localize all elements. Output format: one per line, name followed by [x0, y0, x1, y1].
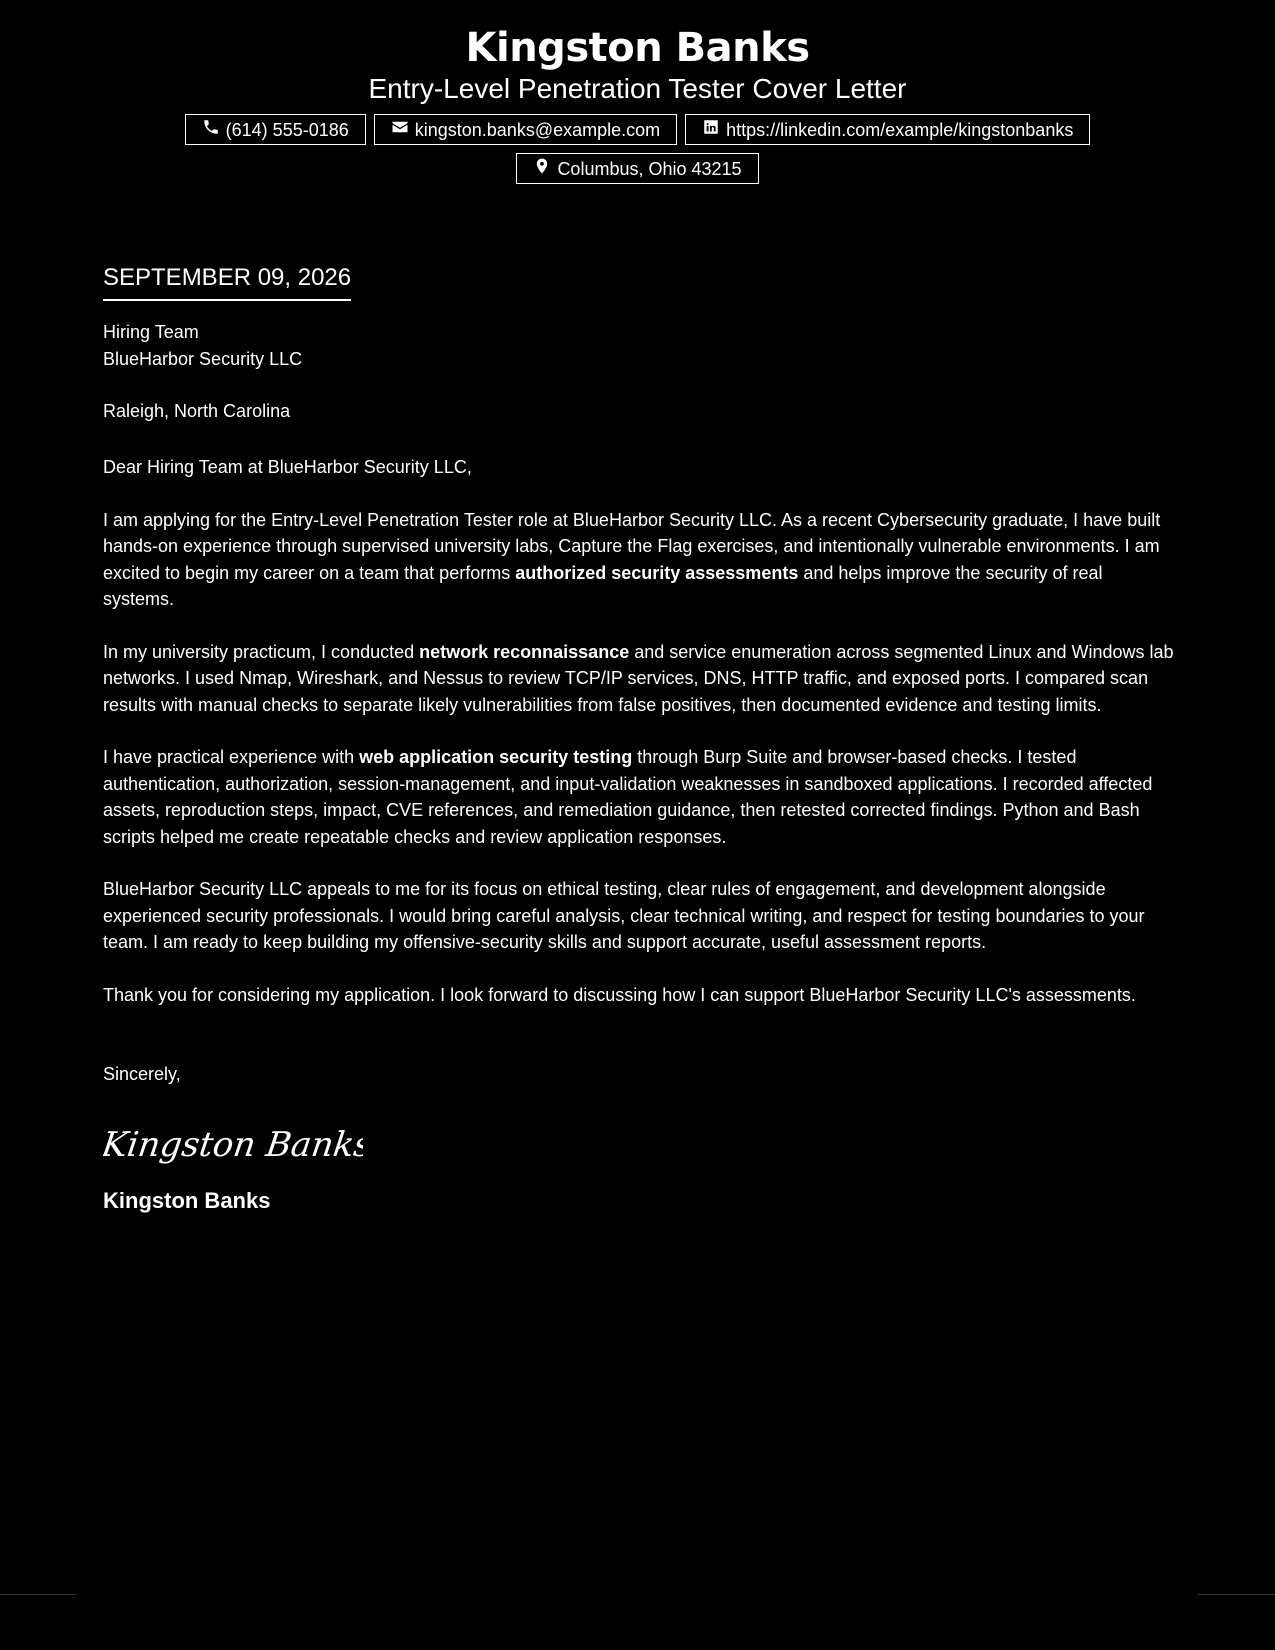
footer-rule-right [1197, 1594, 1275, 1595]
recipient-block [103, 319, 1175, 425]
paragraph-text: I am applying for the Entry-Level Penetration Tester role at BlueHarbor Security LLC. As a recent Cybersecurity graduate, I have built hands-on experience through supervised university labs, Capture the Flag exercises, and intentionally vulnerable environments. I am excited to begin my career on a team that performs [103, 509, 1161, 583]
contact-linkedin-text: https://linkedin.com/example/kingstonbanks [726, 119, 1074, 140]
body-paragraph [103, 982, 1175, 1009]
document-title: Entry-Level Penetration Tester Cover Letter [368, 73, 907, 104]
paragraph-text: and helps improve the security of real systems. [103, 562, 1103, 609]
applicant-name: Kingston Banks [465, 25, 810, 71]
letter-date: SEPTEMBER 09, 2026 [103, 263, 351, 301]
salutation: Dear Hiring Team at BlueHarbor Security LLC, [103, 457, 472, 477]
emphasis-text: web application security testing [359, 747, 633, 767]
body-paragraph [103, 639, 1175, 719]
signature-text: Kingston Banks [103, 1124, 363, 1165]
contact-phone[interactable] [185, 114, 366, 145]
paragraph-text: Thank you for considering my application. I look forward to discussing how I can support BlueHarbor Security LLC's assessments. [103, 984, 1136, 1005]
envelope-icon [391, 118, 409, 141]
contact-phone-text: (614) 555-0186 [225, 119, 349, 140]
body-paragraph [103, 507, 1175, 613]
closing: Sincerely, [103, 1064, 181, 1084]
emphasis-text: authorized security assessments [515, 562, 799, 583]
handwritten-signature [103, 1110, 1175, 1180]
paragraph-text: through Burp Suite and browser-based checks. I tested authentication, authorization, session-management, and input-validation weaknesses in sandboxed applications. I recorded affected assets, reproduction steps, impact, CVE references, and remediation guidance, then retested corrected findings. Python and Bash scripts helped me create repeatable checks and review application responses. [103, 747, 1153, 847]
emphasis-text: network reconnaissance [419, 641, 630, 662]
paragraph-text: BlueHarbor Security LLC appeals to me for its focus on ethical testing, clear rules of engagement, and development alongside experienced security professionals. I would bring careful analysis, clear technical writing, and respect for testing boundaries to your team. I am ready to keep building my offensive-security skills and support accurate, useful assessment reports. [103, 879, 1145, 952]
paragraph-text: I have practical experience with [103, 747, 360, 767]
body-paragraph [103, 876, 1175, 956]
paragraph-text: and service enumeration across segmented Linux and Windows lab networks. I used Nmap, Wireshark, and Nessus to review TCP/IP services, DNS, HTTP traffic, and exposed ports. I compared scan results with manual checks to separate likely vulnerabilities from false positives, then documented evidence and testing limits. [103, 641, 1174, 715]
contact-location-text: Columbus, Ohio 43215 [557, 158, 742, 179]
contact-location[interactable] [516, 153, 758, 184]
paragraph-text: In my university practicum, I conducted [103, 641, 420, 662]
recipient-company: BlueHarbor Security LLC [103, 349, 303, 369]
recipient-team: Hiring Team [103, 322, 199, 342]
signer-name: Kingston Banks [103, 1187, 271, 1213]
footer-rule-left [0, 1594, 76, 1595]
letter-header [0, 0, 1275, 184]
body-paragraph [103, 744, 1175, 850]
phone-icon [202, 118, 220, 141]
letter-body [103, 263, 1175, 1214]
recipient-location: Raleigh, North Carolina [103, 401, 291, 421]
contact-bar [83, 114, 1193, 184]
map-pin-icon [533, 157, 551, 180]
contact-email-text: kingston.banks@example.com [414, 119, 661, 140]
linkedin-icon [702, 118, 720, 141]
contact-linkedin[interactable] [685, 114, 1090, 145]
contact-email[interactable] [374, 114, 677, 145]
